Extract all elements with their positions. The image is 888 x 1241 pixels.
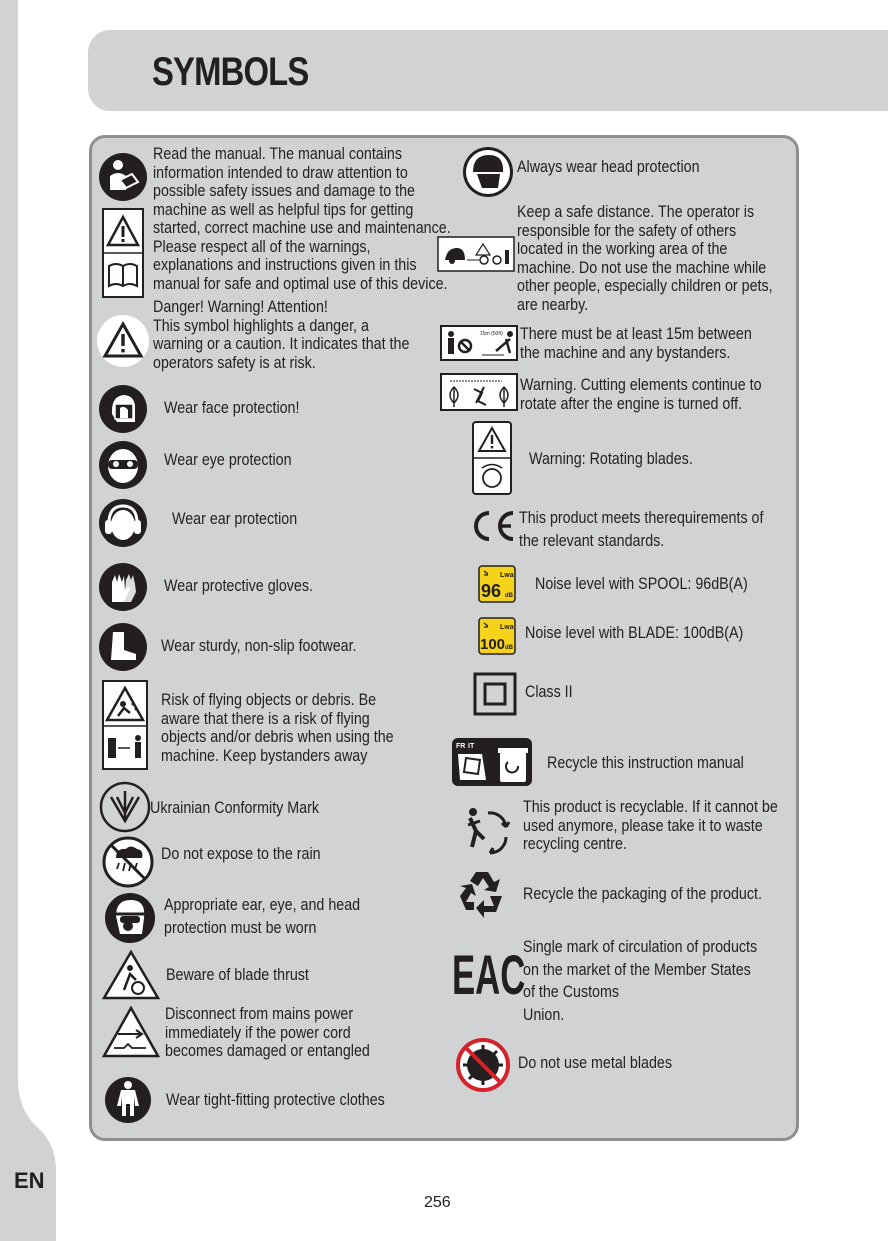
recycle-packaging-text: Recycle the packaging of the product. — [523, 884, 762, 903]
noise-level-blade-icon — [478, 617, 516, 655]
flying-objects-text: Risk of flying objects or debris. Be aware that there is a risk of flying objects and/or debris when using the machine. Keep bystanders away — [161, 690, 394, 765]
recycle-fr-label: FR — [456, 743, 466, 750]
eye-protection-text: Wear eye protection — [164, 450, 292, 469]
footwear-text: Wear sturdy, non-slip footwear. — [161, 636, 357, 655]
gloves-text: Wear protective gloves. — [164, 576, 313, 595]
no-metal-blades-icon — [456, 1038, 510, 1092]
noise-blade-value: 100 — [480, 636, 506, 653]
language-label: EN — [14, 1168, 45, 1193]
noise-level-spool-text: Noise level with SPOOL: 96dB(A) — [535, 574, 748, 593]
no-metal-blades-text: Do not use metal blades — [518, 1053, 673, 1072]
fifteen-meter-label: 15m (50ft) — [480, 331, 503, 337]
page-title: SYMBOLS — [152, 50, 309, 94]
no-rain-text: Do not expose to the rain — [161, 844, 321, 863]
danger-text: Danger! Warning! Attention! This symbol highlights a danger, a warning or a caution. It indicates that the operators safety is at risk. — [153, 297, 410, 372]
page-number: 256 — [424, 1194, 451, 1211]
cutting-elements-icon — [440, 373, 518, 411]
protective-clothes-icon — [104, 1076, 152, 1124]
fifteen-meter-text: There must be at least 15m between the machine and any bystanders. — [520, 324, 752, 362]
ear-protection-text: Wear ear protection — [172, 509, 298, 528]
noise-blade-unit: dB — [505, 645, 513, 651]
head-protection-icon — [462, 146, 514, 198]
recycle-manual-icon — [452, 738, 532, 786]
recyclable-product-icon — [456, 803, 512, 859]
ear-protection-icon — [98, 498, 148, 548]
safe-distance-icon — [437, 236, 515, 272]
ukrainian-mark-icon — [99, 781, 151, 833]
cutting-elements-text: Warning. Cutting elements continue to rotate after the engine is turned off. — [520, 375, 762, 413]
head-protection-text: Always wear head protection — [517, 157, 700, 176]
class-two-icon — [473, 672, 517, 716]
read-manual-text: Read the manual. The manual contains information intended to draw attention to possible safety issues and damage to the machine as well as helpful tips for getting started, correct machine use and maintenance. Please respect all of the warnings, explanations and instructions given in this manual for safe and optimal use of this device. — [153, 144, 451, 293]
noise-level-spool-icon — [478, 565, 516, 603]
noise-blade-lwa: Lwa — [500, 624, 514, 631]
eac-mark-text: Single mark of circulation of products on the market of the Member States of the Customs Union. — [523, 937, 758, 1024]
recyclable-product-text: This product is recyclable. If it cannot be used anymore, please take it to waste recycling centre. — [523, 797, 778, 853]
noise-spool-lwa: Lwa — [500, 572, 514, 579]
footwear-icon — [98, 622, 148, 672]
protective-clothes-text: Wear tight-fitting protective clothes — [166, 1090, 385, 1109]
rotating-blades-icon — [472, 421, 512, 495]
noise-spool-value: 96 — [481, 581, 502, 601]
noise-level-blade-text: Noise level with BLADE: 100dB(A) — [525, 623, 744, 642]
ear-eye-head-text: Appropriate ear, eye, and head protection must be worn — [164, 895, 361, 937]
blade-thrust-icon — [102, 950, 160, 1000]
ce-mark-icon — [470, 510, 516, 542]
class-two-text: Class II — [525, 682, 573, 701]
recycle-manual-text: Recycle this instruction manual — [547, 753, 744, 772]
recycle-it-label: IT — [468, 743, 475, 750]
fifteen-meter-distance-icon — [440, 325, 518, 361]
rotating-blades-text: Warning: Rotating blades. — [529, 449, 693, 468]
face-protection-icon — [98, 384, 148, 434]
noise-spool-unit: dB — [505, 593, 513, 599]
flying-objects-icon — [102, 680, 148, 770]
eye-protection-icon — [98, 440, 148, 490]
danger-warning-icon — [96, 314, 150, 368]
disconnect-mains-text: Disconnect from mains power immediately if the power cord becomes damaged or entangled — [165, 1004, 370, 1060]
side-tab — [0, 0, 56, 1241]
face-protection-text: Wear face protection! — [164, 398, 300, 417]
no-rain-icon — [102, 836, 154, 888]
read-manual-icon — [98, 152, 148, 202]
disconnect-mains-icon — [102, 1006, 160, 1058]
ukrainian-mark-text: Ukrainian Conformity Mark — [150, 798, 320, 817]
safe-distance-text: Keep a safe distance. The operator is responsible for the safety of others located in the working area of the machine. Do not use the machine while other people, especially children or pets, are nearby. — [517, 202, 773, 314]
blade-thrust-text: Beware of blade thrust — [166, 965, 309, 984]
eac-mark-icon — [452, 942, 526, 1007]
warning-manual-icon — [102, 208, 144, 298]
eac-mark-label: EAC — [452, 943, 526, 1007]
ce-mark-text: This product meets therequirements of the relevant standards. — [519, 508, 764, 550]
gloves-icon — [98, 562, 148, 612]
ear-eye-head-protection-icon — [104, 892, 156, 944]
recycle-packaging-icon — [456, 868, 508, 918]
